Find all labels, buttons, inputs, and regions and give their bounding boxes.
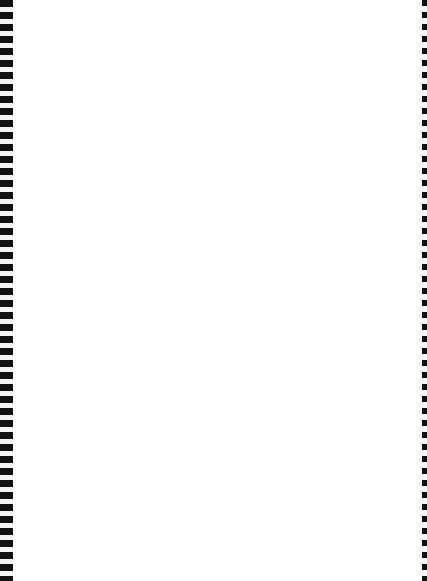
left-scan-edge [0,0,13,581]
document-body [36,17,404,24]
right-scan-edge [422,0,427,581]
